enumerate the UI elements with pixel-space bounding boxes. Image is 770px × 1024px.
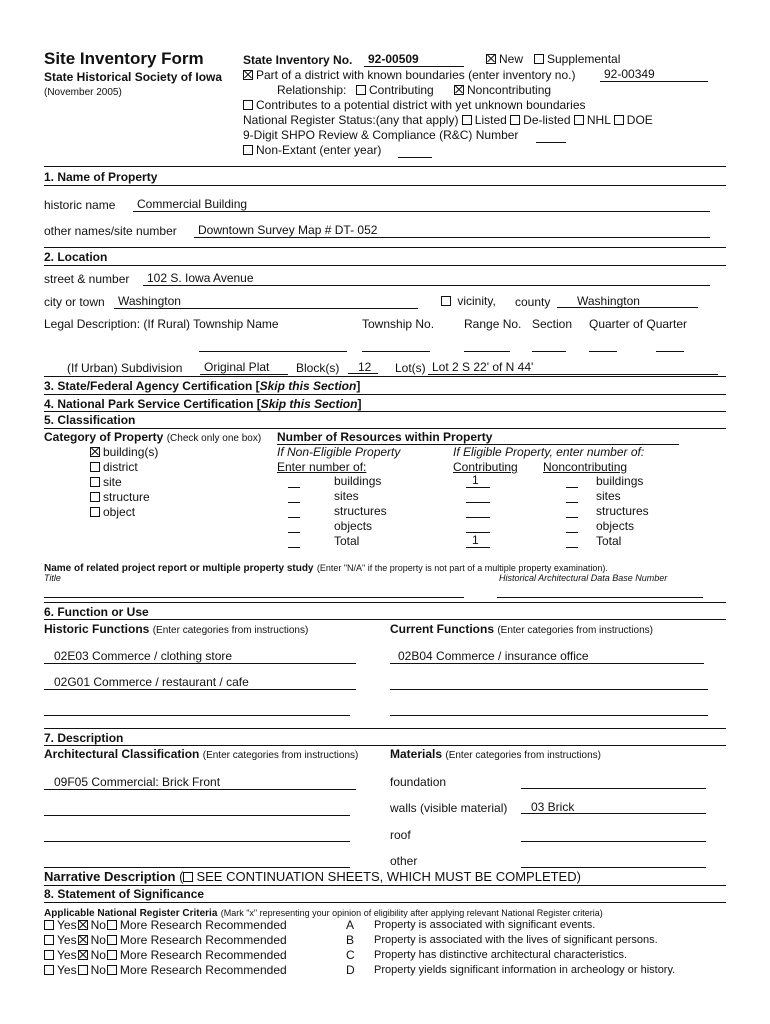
township-no-label: Township No. bbox=[362, 317, 435, 331]
other-label: other bbox=[390, 854, 418, 868]
criteria-text: Property is associated with significant events. bbox=[374, 919, 596, 931]
arch-class-instr: (Enter categories from instructions) bbox=[202, 750, 359, 761]
current-function-3[interactable] bbox=[390, 701, 708, 716]
quarter-field[interactable] bbox=[589, 350, 617, 352]
lots-field[interactable]: Lot 2 S 22' of N 44' bbox=[428, 360, 718, 375]
range-no-label: Range No. bbox=[464, 317, 522, 331]
current-functions-label: Current Functions bbox=[390, 622, 494, 636]
roof-label: roof bbox=[390, 828, 411, 842]
contributing-count-1[interactable] bbox=[466, 488, 490, 503]
eligible-row-label-0: buildings bbox=[596, 474, 644, 488]
historic-name-field[interactable]: Commercial Building bbox=[133, 197, 710, 212]
criteria-3-no-checkbox[interactable] bbox=[78, 965, 88, 975]
doe-checkbox[interactable] bbox=[614, 115, 624, 125]
vicinity-checkbox[interactable] bbox=[441, 296, 451, 306]
section-8-heading: 8. Statement of Significance bbox=[44, 887, 205, 901]
nonextant-year-field[interactable] bbox=[398, 156, 432, 158]
walls-field[interactable]: 03 Brick bbox=[521, 800, 706, 814]
noneligible-count-4[interactable] bbox=[288, 546, 300, 548]
structure-checkbox[interactable] bbox=[90, 492, 100, 502]
supplemental-checkbox[interactable] bbox=[534, 54, 544, 64]
criteria-1-more-checkbox[interactable] bbox=[107, 935, 117, 945]
materials-row bbox=[390, 747, 601, 761]
more-research-label: More Research Recommended bbox=[119, 918, 287, 932]
legal-desc-label: Legal Description: (If Rural) Township Name bbox=[44, 317, 279, 331]
urban-subdivision-label: (If Urban) Subdivision bbox=[67, 361, 183, 375]
noneligible-row-label-1: sites bbox=[334, 489, 359, 503]
category-object-label: object bbox=[103, 505, 136, 519]
form-date: (November 2005) bbox=[44, 87, 122, 98]
supplemental-label: Supplemental bbox=[547, 52, 621, 66]
criteria-0-more-checkbox[interactable] bbox=[107, 920, 117, 930]
delisted-checkbox[interactable] bbox=[510, 115, 520, 125]
eligible-label: If Eligible Property, enter number of: bbox=[453, 445, 645, 459]
noncontributing-label: Noncontributing bbox=[467, 83, 552, 97]
noneligible-row-label-0: buildings bbox=[334, 474, 382, 488]
yes-label: Yes bbox=[57, 963, 77, 977]
noncontributing-count-0[interactable] bbox=[566, 486, 578, 488]
category-building-label: building(s) bbox=[103, 445, 159, 459]
new-option[interactable] bbox=[486, 52, 523, 66]
noncontributing-count-3[interactable] bbox=[566, 531, 578, 533]
continuation-checkbox[interactable] bbox=[183, 872, 193, 882]
criteria-letter: A bbox=[346, 918, 355, 932]
criteria-1-no-checkbox[interactable] bbox=[78, 935, 88, 945]
shpo-label: 9-Digit SHPO Review & Compliance (R&C) Number bbox=[243, 128, 519, 142]
contributing-header: Contributing bbox=[453, 460, 518, 474]
enter-number-label: Enter number of: bbox=[277, 460, 367, 474]
criteria-3-yes-checkbox[interactable] bbox=[44, 965, 54, 975]
nhl-label: NHL bbox=[586, 113, 611, 127]
contributing-count-3[interactable] bbox=[466, 518, 490, 533]
criteria-label: Applicable National Register Criteria bbox=[44, 908, 218, 919]
criteria-letter: B bbox=[346, 933, 355, 947]
supplemental-option[interactable] bbox=[534, 52, 620, 66]
historic-functions-label: Historic Functions bbox=[44, 622, 150, 636]
nonextant-option[interactable] bbox=[243, 143, 381, 157]
foundation-field[interactable] bbox=[521, 787, 706, 789]
noneligible-row-label-4: Total bbox=[334, 534, 360, 548]
criteria-2-more-checkbox[interactable] bbox=[107, 950, 117, 960]
category-district-label: district bbox=[103, 460, 138, 474]
site-checkbox[interactable] bbox=[90, 477, 100, 487]
category-site-label: site bbox=[103, 475, 122, 489]
criteria-0-no-checkbox[interactable] bbox=[78, 920, 88, 930]
noneligible-row-label-3: objects bbox=[334, 519, 373, 533]
arch-class-field-4[interactable] bbox=[44, 853, 350, 868]
hadb-label: Historical Architectural Data Base Number bbox=[499, 573, 668, 583]
quarter-label: Quarter of Quarter bbox=[589, 317, 688, 331]
section-label: Section bbox=[532, 317, 573, 331]
range-no-field[interactable] bbox=[464, 350, 510, 352]
related-study-note: (Enter "N/A" if the property is not part of a multiple property examination). bbox=[316, 563, 608, 573]
category-site[interactable] bbox=[90, 475, 122, 489]
nhl-checkbox[interactable] bbox=[574, 115, 584, 125]
vicinity-option[interactable] bbox=[441, 294, 496, 308]
form-title: Site Inventory Form bbox=[44, 49, 204, 68]
criteria-2-no-checkbox[interactable] bbox=[78, 950, 88, 960]
other-names-label: other names/site number bbox=[44, 224, 177, 238]
township-name-field[interactable] bbox=[199, 350, 347, 352]
criteria-a-row bbox=[44, 918, 287, 932]
current-functions-instr: (Enter categories from instructions) bbox=[497, 625, 653, 636]
yes-label: Yes bbox=[57, 918, 77, 932]
noneligible-count-2[interactable] bbox=[288, 516, 300, 518]
eligible-row-label-4: Total bbox=[596, 534, 622, 548]
potential-district-label: Contributes to a potential district with yet unknown boundaries bbox=[256, 98, 586, 112]
eligible-row-label-3: objects bbox=[596, 519, 635, 533]
county-field[interactable]: Washington bbox=[557, 294, 698, 308]
potential-district-option[interactable] bbox=[243, 98, 586, 112]
materials-instr: (Enter categories from instructions) bbox=[445, 750, 601, 761]
historic-function-2[interactable]: 02G01 Commerce / restaurant / cafe bbox=[44, 675, 356, 690]
arch-class-row bbox=[44, 747, 358, 761]
title-field[interactable] bbox=[44, 596, 464, 598]
hadb-field[interactable] bbox=[497, 596, 703, 598]
roof-field[interactable] bbox=[521, 840, 706, 842]
criteria-letter: C bbox=[346, 948, 355, 962]
criteria-b-row bbox=[44, 933, 287, 947]
contributing-count-4[interactable]: 1 bbox=[466, 533, 490, 548]
historic-function-3[interactable] bbox=[44, 701, 350, 716]
noncontributing-checkbox[interactable] bbox=[454, 85, 464, 95]
inventory-number[interactable]: 92-00509 bbox=[364, 52, 464, 67]
section-1-heading: 1. Name of Property bbox=[44, 170, 158, 184]
related-study-label: Name of related project report or multiple property study bbox=[44, 563, 314, 574]
criteria-text: Property is associated with the lives of significant persons. bbox=[374, 934, 658, 946]
noncontributing-count-2[interactable] bbox=[566, 516, 578, 518]
yes-label: Yes bbox=[57, 933, 77, 947]
noneligible-row-label-2: structures bbox=[334, 504, 387, 518]
noncontributing-option[interactable] bbox=[454, 83, 551, 97]
vicinity-label: vicinity, bbox=[457, 294, 496, 308]
criteria-note: (Mark "x" representing your opinion of eligibility after applying relevant National Register criteria) bbox=[220, 908, 603, 918]
eligible-row-label-2: structures bbox=[596, 504, 649, 518]
more-research-label: More Research Recommended bbox=[119, 948, 287, 962]
noneligible-count-3[interactable] bbox=[288, 531, 300, 533]
district-number[interactable]: 92-00349 bbox=[600, 67, 708, 82]
listed-label: Listed bbox=[474, 113, 507, 127]
historic-functions-row bbox=[44, 622, 308, 636]
delisted-label: De-listed bbox=[523, 113, 571, 127]
new-label: New bbox=[499, 52, 524, 66]
contributing-label: Contributing bbox=[369, 83, 434, 97]
district-label: Part of a district with known boundaries (enter inventory no.) bbox=[256, 68, 576, 82]
other-names-field[interactable]: Downtown Survey Map # DT- 052 bbox=[194, 223, 710, 238]
arch-class-field-3[interactable] bbox=[44, 827, 350, 842]
no-label: No bbox=[90, 948, 106, 962]
more-research-label: More Research Recommended bbox=[119, 933, 287, 947]
category-building[interactable] bbox=[90, 445, 158, 459]
township-no-field[interactable] bbox=[362, 350, 430, 352]
section-5-heading: 5. Classification bbox=[44, 413, 136, 427]
no-label: No bbox=[90, 963, 106, 977]
category-object[interactable] bbox=[90, 505, 135, 519]
blocks-label: Block(s) bbox=[296, 361, 340, 375]
current-functions-row bbox=[390, 622, 653, 636]
noncontributing-header: Noncontributing bbox=[543, 460, 628, 474]
current-function-2[interactable] bbox=[390, 675, 708, 690]
walls-label: walls (visible material) bbox=[390, 801, 508, 815]
building-checkbox[interactable] bbox=[90, 447, 100, 457]
contributing-count-0[interactable]: 1 bbox=[466, 473, 490, 488]
category-label-row bbox=[44, 430, 261, 444]
nr-status-label: National Register Status:(any that apply) bbox=[243, 113, 459, 127]
criteria-c-row bbox=[44, 948, 287, 962]
arch-class-field-2[interactable] bbox=[44, 801, 350, 816]
resources-heading: Number of Resources within Property bbox=[277, 430, 679, 445]
current-function-1[interactable]: 02B04 Commerce / insurance office bbox=[390, 649, 704, 664]
arch-class-label: Architectural Classification bbox=[44, 747, 200, 761]
historic-name-label: historic name bbox=[44, 198, 116, 212]
contributing-count-2[interactable] bbox=[466, 503, 490, 518]
lots-label: Lot(s) bbox=[395, 361, 426, 375]
street-field[interactable]: 102 S. Iowa Avenue bbox=[143, 271, 710, 286]
nonextant-label: Non-Extant (enter year) bbox=[256, 143, 382, 157]
noncontributing-count-1[interactable] bbox=[566, 501, 578, 503]
org-name: State Historical Society of Iowa bbox=[44, 70, 223, 84]
noneligible-label: If Non-Eligible Property bbox=[277, 445, 401, 459]
narrative-row: Narrative Description ( SEE CONTINUATION SHEETS, WHICH MUST BE COMPLETED) bbox=[44, 869, 581, 884]
criteria-2-yes-checkbox[interactable] bbox=[44, 950, 54, 960]
category-district[interactable] bbox=[90, 460, 138, 474]
district-checkbox[interactable] bbox=[243, 70, 253, 80]
shpo-field[interactable] bbox=[536, 141, 566, 143]
foundation-label: foundation bbox=[390, 775, 447, 789]
district-category-checkbox[interactable] bbox=[90, 462, 100, 472]
no-label: No bbox=[90, 933, 106, 947]
criteria-1-yes-checkbox[interactable] bbox=[44, 935, 54, 945]
narrative-label: Narrative Description bbox=[44, 869, 176, 884]
section-field[interactable] bbox=[532, 350, 566, 352]
city-field[interactable]: Washington bbox=[114, 294, 418, 309]
category-note: (Check only one box) bbox=[166, 433, 262, 444]
criteria-text: Property yields significant information in archeology or history. bbox=[374, 964, 676, 976]
new-checkbox[interactable] bbox=[486, 54, 496, 64]
narrative-text: SEE CONTINUATION SHEETS, WHICH MUST BE COMPLETED) bbox=[196, 869, 581, 884]
contributing-option[interactable] bbox=[356, 83, 434, 97]
criteria-d-row bbox=[44, 963, 287, 977]
category-label: Category of Property bbox=[44, 430, 164, 444]
inventory-label: State Inventory No. bbox=[243, 53, 353, 67]
object-checkbox[interactable] bbox=[90, 507, 100, 517]
nr-status-row bbox=[243, 113, 653, 127]
title-label: Title bbox=[44, 573, 61, 583]
of-quarter-field[interactable] bbox=[656, 350, 684, 352]
criteria-0-yes-checkbox[interactable] bbox=[44, 920, 54, 930]
other-field[interactable] bbox=[521, 866, 706, 868]
doe-label: DOE bbox=[626, 113, 653, 127]
criteria-row bbox=[44, 905, 603, 919]
section-7-heading: 7. Description bbox=[44, 731, 124, 745]
category-structure-label: structure bbox=[103, 490, 150, 504]
criteria-letter: D bbox=[346, 963, 355, 977]
more-research-label: More Research Recommended bbox=[119, 963, 287, 977]
county-label: county bbox=[515, 295, 551, 309]
section-3-heading: 3. State/Federal Agency Certification [Skip this Section] bbox=[44, 379, 361, 393]
relationship-label: Relationship: bbox=[277, 83, 347, 97]
criteria-text: Property has distinctive architectural characteristics. bbox=[374, 949, 628, 961]
related-study-row bbox=[44, 560, 608, 574]
district-option[interactable] bbox=[243, 68, 576, 82]
eligible-row-label-1: sites bbox=[596, 489, 621, 503]
section-6-heading: 6. Function or Use bbox=[44, 605, 149, 619]
noncontributing-count-4[interactable] bbox=[566, 546, 578, 548]
yes-label: Yes bbox=[57, 948, 77, 962]
section-4-heading: 4. National Park Service Certification [Skip this Section] bbox=[44, 397, 362, 411]
section-2-heading: 2. Location bbox=[44, 250, 108, 264]
contributing-checkbox[interactable] bbox=[356, 85, 366, 95]
listed-checkbox[interactable] bbox=[462, 115, 472, 125]
noneligible-count-0[interactable] bbox=[288, 486, 300, 488]
nonextant-checkbox[interactable] bbox=[243, 145, 253, 155]
city-label: city or town bbox=[44, 295, 105, 309]
potential-district-checkbox[interactable] bbox=[243, 100, 253, 110]
subdivision-field[interactable]: Original Plat bbox=[200, 360, 288, 375]
street-label: street & number bbox=[44, 272, 130, 286]
historic-functions-instr: (Enter categories from instructions) bbox=[152, 625, 309, 636]
historic-function-1[interactable]: 02E03 Commerce / clothing store bbox=[44, 649, 356, 664]
noneligible-count-1[interactable] bbox=[288, 501, 300, 503]
criteria-3-more-checkbox[interactable] bbox=[107, 965, 117, 975]
arch-class-field-1[interactable]: 09F05 Commercial: Brick Front bbox=[44, 775, 356, 790]
no-label: No bbox=[90, 918, 106, 932]
materials-label: Materials bbox=[390, 747, 443, 761]
blocks-field[interactable]: 12 bbox=[348, 360, 378, 374]
category-structure[interactable] bbox=[90, 490, 150, 504]
